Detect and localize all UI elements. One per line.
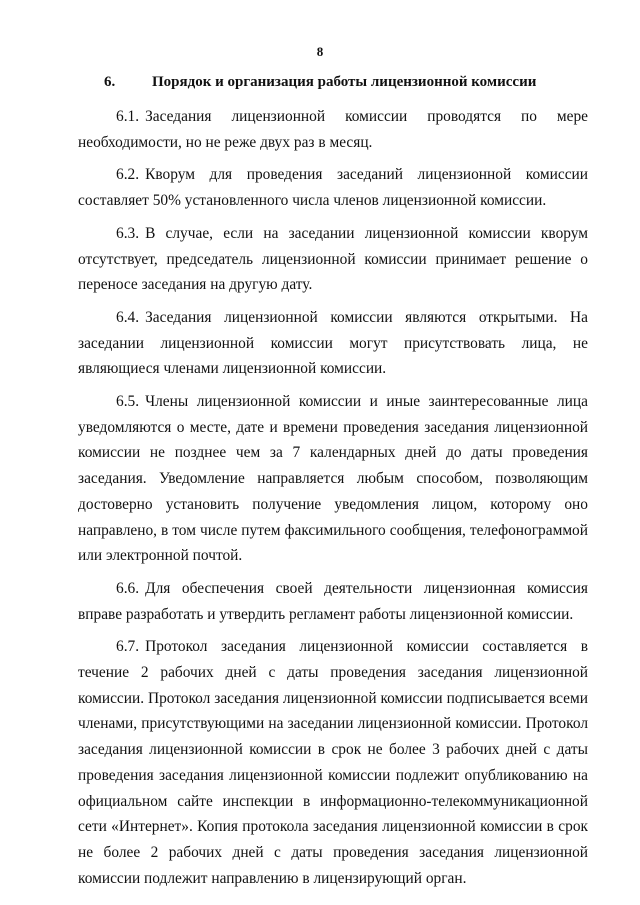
paragraph-text: Заседания лицензионной комиссии являются открытыми. На заседании лицензионной комиссии могут присутствовать лица, не являющиеся членами лицензионной комиссии. bbox=[78, 308, 588, 378]
paragraph-6-2 bbox=[78, 162, 588, 213]
paragraph-6-6 bbox=[78, 576, 588, 627]
paragraph-text: Члены лицензионной комиссии и иные заинтересованные лица уведомляются о месте, дате и времени проведения заседания лицензионной комиссии не позднее чем за 7 календарных дней до даты проведения заседания. Уведомление направляется любым способом, позволяющим достоверно установить получение уведомления лицом, которому оно направлено, в том числе путем факсимильного сообщения, телефонограммой или электронной почтой. bbox=[78, 393, 588, 565]
paragraph-number: 6.4. bbox=[116, 308, 140, 326]
paragraph-text: В случае, если на заседании лицензионной комиссии кворум отсутствует, председатель лицензионной комиссии принимает решение о переносе заседания на другую дату. bbox=[78, 224, 588, 294]
paragraph-number: 6.2. bbox=[116, 166, 140, 184]
paragraph-text: Протокол заседания лицензионной комиссии составляется в течение 2 рабочих дней с даты проведения заседания лицензионной комиссии. Протокол заседания лицензионной комиссии подписывается всеми членами, присутствующими на заседании лицензионной комиссии. Протокол заседания лицензионной комиссии в срок не более 3 рабочих дней с даты проведения заседания лицензионной комиссии подлежит опубликованию на официальном сайте инспекции в информационно-телекоммуникационной сети «Интернет». Копия протокола заседания лицензионной комиссии в срок не более 2 рабочих дней с даты проведения заседания лицензионной комиссии подлежит направлению в лицензирующий орган. bbox=[78, 638, 588, 887]
section-number: 6. bbox=[104, 74, 116, 90]
paragraph-number: 6.7. bbox=[116, 638, 140, 656]
section-heading bbox=[104, 74, 604, 91]
paragraph-6-1 bbox=[78, 104, 588, 155]
paragraph-number: 6.3. bbox=[116, 224, 140, 242]
paragraph-text: Заседания лицензионной комиссии проводятся по мере необходимости, но не реже двух раз в месяц. bbox=[78, 108, 588, 151]
section-body bbox=[78, 104, 588, 898]
paragraph-6-5 bbox=[78, 389, 588, 569]
section-title: Порядок и организация работы лицензионной комиссии bbox=[152, 74, 537, 90]
paragraph-6-3 bbox=[78, 221, 588, 298]
paragraph-number: 6.6. bbox=[116, 579, 140, 597]
paragraph-number: 6.5. bbox=[116, 393, 140, 411]
page-number: 8 bbox=[316, 44, 324, 59]
paragraph-number: 6.1. bbox=[116, 108, 140, 125]
paragraph-text: Для обеспечения своей деятельности лицензионная комиссия вправе разработать и утвердить регламент работы лицензионной комиссии. bbox=[78, 579, 588, 623]
paragraph-6-7 bbox=[78, 634, 588, 891]
paragraph-text: Кворум для проведения заседаний лицензионной комиссии составляет 50% установленного числа членов лицензионной комиссии. bbox=[78, 166, 588, 210]
paragraph-6-4 bbox=[78, 305, 588, 382]
